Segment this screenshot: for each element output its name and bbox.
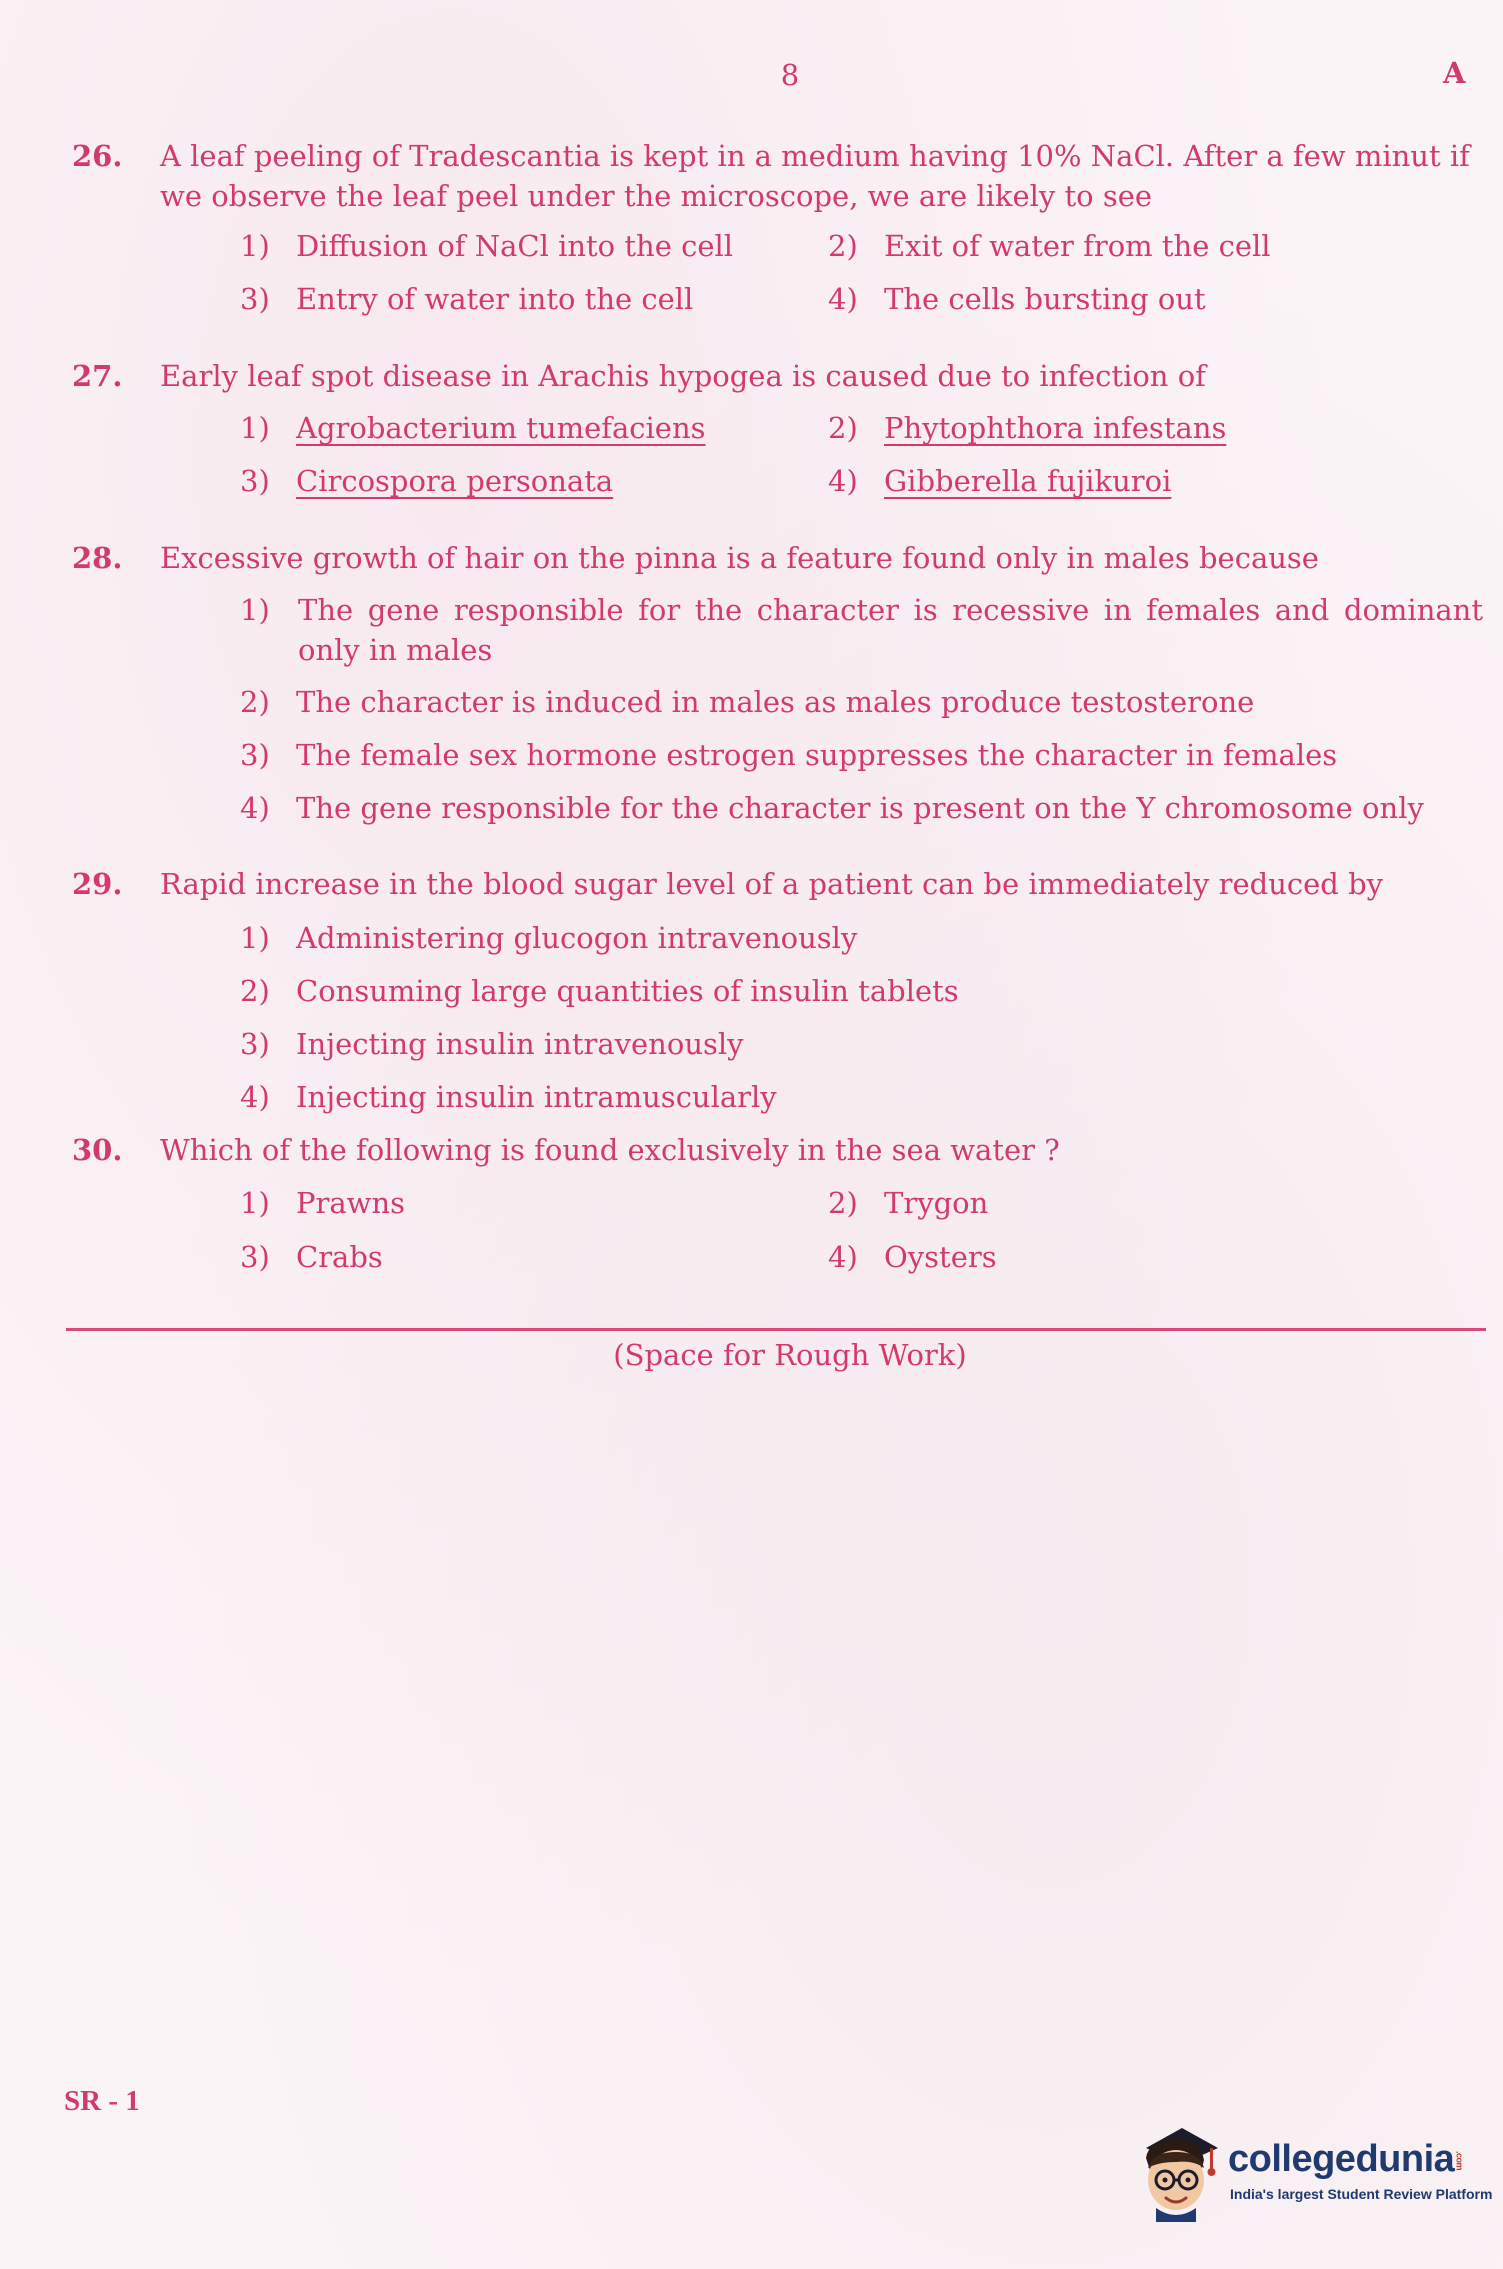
option-number: 2) xyxy=(240,974,270,1008)
page-number: 8 xyxy=(780,58,800,92)
question-text: A leaf peeling of Tradescantia is kept in a medium having 10% NaCl. After a few minut if we observe the leaf peel under the microscope, we are likely to see xyxy=(160,139,1470,213)
option-number: 3) xyxy=(240,1240,270,1274)
option-1 xyxy=(240,226,733,266)
option-3 xyxy=(240,735,1337,775)
option-text: Phytophthora infestans xyxy=(884,411,1227,445)
option-1 xyxy=(240,918,857,958)
option-number: 4) xyxy=(240,791,270,825)
option-1 xyxy=(240,1183,405,1223)
option-text: Agrobacterium tumefaciens xyxy=(296,411,706,445)
divider-rule xyxy=(66,1328,1486,1331)
option-text: Injecting insulin intravenously xyxy=(296,1027,744,1061)
footer-code: SR - 1 xyxy=(64,2085,140,2117)
question-27-options xyxy=(240,408,1483,498)
question-text: Rapid increase in the blood sugar level of a patient can be immediately reduced by xyxy=(160,867,1384,901)
question-27 xyxy=(72,356,1483,396)
question-number: 29. xyxy=(72,867,123,901)
mascot-icon xyxy=(1132,2118,1224,2222)
option-3 xyxy=(240,1024,744,1064)
option-text: Entry of water into the cell xyxy=(296,282,694,316)
option-number: 2) xyxy=(828,411,858,445)
question-29-options xyxy=(240,918,1483,1128)
option-text: Prawns xyxy=(296,1186,406,1220)
question-26-options xyxy=(240,226,1483,316)
option-4 xyxy=(828,1237,997,1277)
option-text: The female sex hormone estrogen suppresses the character in females xyxy=(296,738,1338,772)
option-number: 2) xyxy=(828,229,858,263)
question-number: 28. xyxy=(72,541,123,575)
option-number: 4) xyxy=(828,1240,858,1274)
logo-tagline: India's largest Student Review Platform xyxy=(1230,2186,1493,2202)
option-2 xyxy=(828,226,1271,266)
option-3 xyxy=(240,461,613,501)
option-text: The gene responsible for the character is recessive in females and dominant only in males xyxy=(298,593,1483,667)
question-number: 26. xyxy=(72,139,123,173)
rough-work-label: (Space for Rough Work) xyxy=(613,1338,967,1372)
option-number: 3) xyxy=(240,738,270,772)
option-number: 3) xyxy=(240,464,270,498)
option-number: 3) xyxy=(240,1027,270,1061)
logo-name-text: collegedunia xyxy=(1228,2138,1455,2180)
logo-suffix: .com xyxy=(1454,2151,1465,2171)
option-text: Trygon xyxy=(884,1186,989,1220)
option-4 xyxy=(240,788,1424,828)
option-4 xyxy=(828,461,1171,501)
option-4 xyxy=(240,1077,777,1117)
option-text: The gene responsible for the character is present on the Y chromosome only xyxy=(296,791,1424,825)
option-number: 1) xyxy=(240,921,270,955)
option-number: 1) xyxy=(240,229,270,263)
option-4 xyxy=(828,279,1206,319)
option-number: 4) xyxy=(828,282,858,316)
option-number: 4) xyxy=(828,464,858,498)
logo-name xyxy=(1228,2138,1464,2181)
option-number: 2) xyxy=(240,685,270,719)
question-number: 30. xyxy=(72,1133,123,1167)
question-26 xyxy=(72,136,1483,216)
option-text: Exit of water from the cell xyxy=(884,229,1271,263)
option-text: The character is induced in males as males produce testosterone xyxy=(296,685,1255,719)
option-text: The cells bursting out xyxy=(884,282,1206,316)
option-2 xyxy=(240,682,1254,722)
option-text: Consuming large quantities of insulin tablets xyxy=(296,974,959,1008)
option-text: Injecting insulin intramuscularly xyxy=(296,1080,777,1114)
question-text: Excessive growth of hair on the pinna is a feature found only in males because xyxy=(160,541,1319,575)
question-text: Early leaf spot disease in Arachis hypogea is caused due to infection of xyxy=(160,359,1206,393)
set-letter: A xyxy=(1443,56,1466,90)
option-text: Crabs xyxy=(296,1240,383,1274)
option-number: 1) xyxy=(240,1186,270,1220)
option-3 xyxy=(240,279,693,319)
option-1 xyxy=(240,590,1483,670)
option-number: 4) xyxy=(240,1080,270,1114)
option-2 xyxy=(828,1183,988,1223)
option-2 xyxy=(828,408,1226,448)
question-30-options xyxy=(240,1183,1483,1283)
collegedunia-logo xyxy=(1132,2118,1492,2228)
question-30 xyxy=(72,1130,1483,1170)
option-1 xyxy=(240,408,706,448)
option-number: 1) xyxy=(240,593,270,627)
option-text: Diffusion of NaCl into the cell xyxy=(296,229,734,263)
question-28 xyxy=(72,538,1483,578)
option-2 xyxy=(240,971,959,1011)
question-28-options xyxy=(240,590,1483,840)
question-text: Which of the following is found exclusively in the sea water ? xyxy=(160,1133,1060,1167)
option-text: Administering glucogon intravenously xyxy=(296,921,858,955)
question-29 xyxy=(72,864,1483,904)
option-text: Circospora personata xyxy=(296,464,614,498)
option-text: Oysters xyxy=(884,1240,997,1274)
option-number: 3) xyxy=(240,282,270,316)
option-number: 1) xyxy=(240,411,270,445)
option-number: 2) xyxy=(828,1186,858,1220)
question-number: 27. xyxy=(72,359,123,393)
option-text: Gibberella fujikuroi xyxy=(884,464,1172,498)
option-3 xyxy=(240,1237,383,1277)
